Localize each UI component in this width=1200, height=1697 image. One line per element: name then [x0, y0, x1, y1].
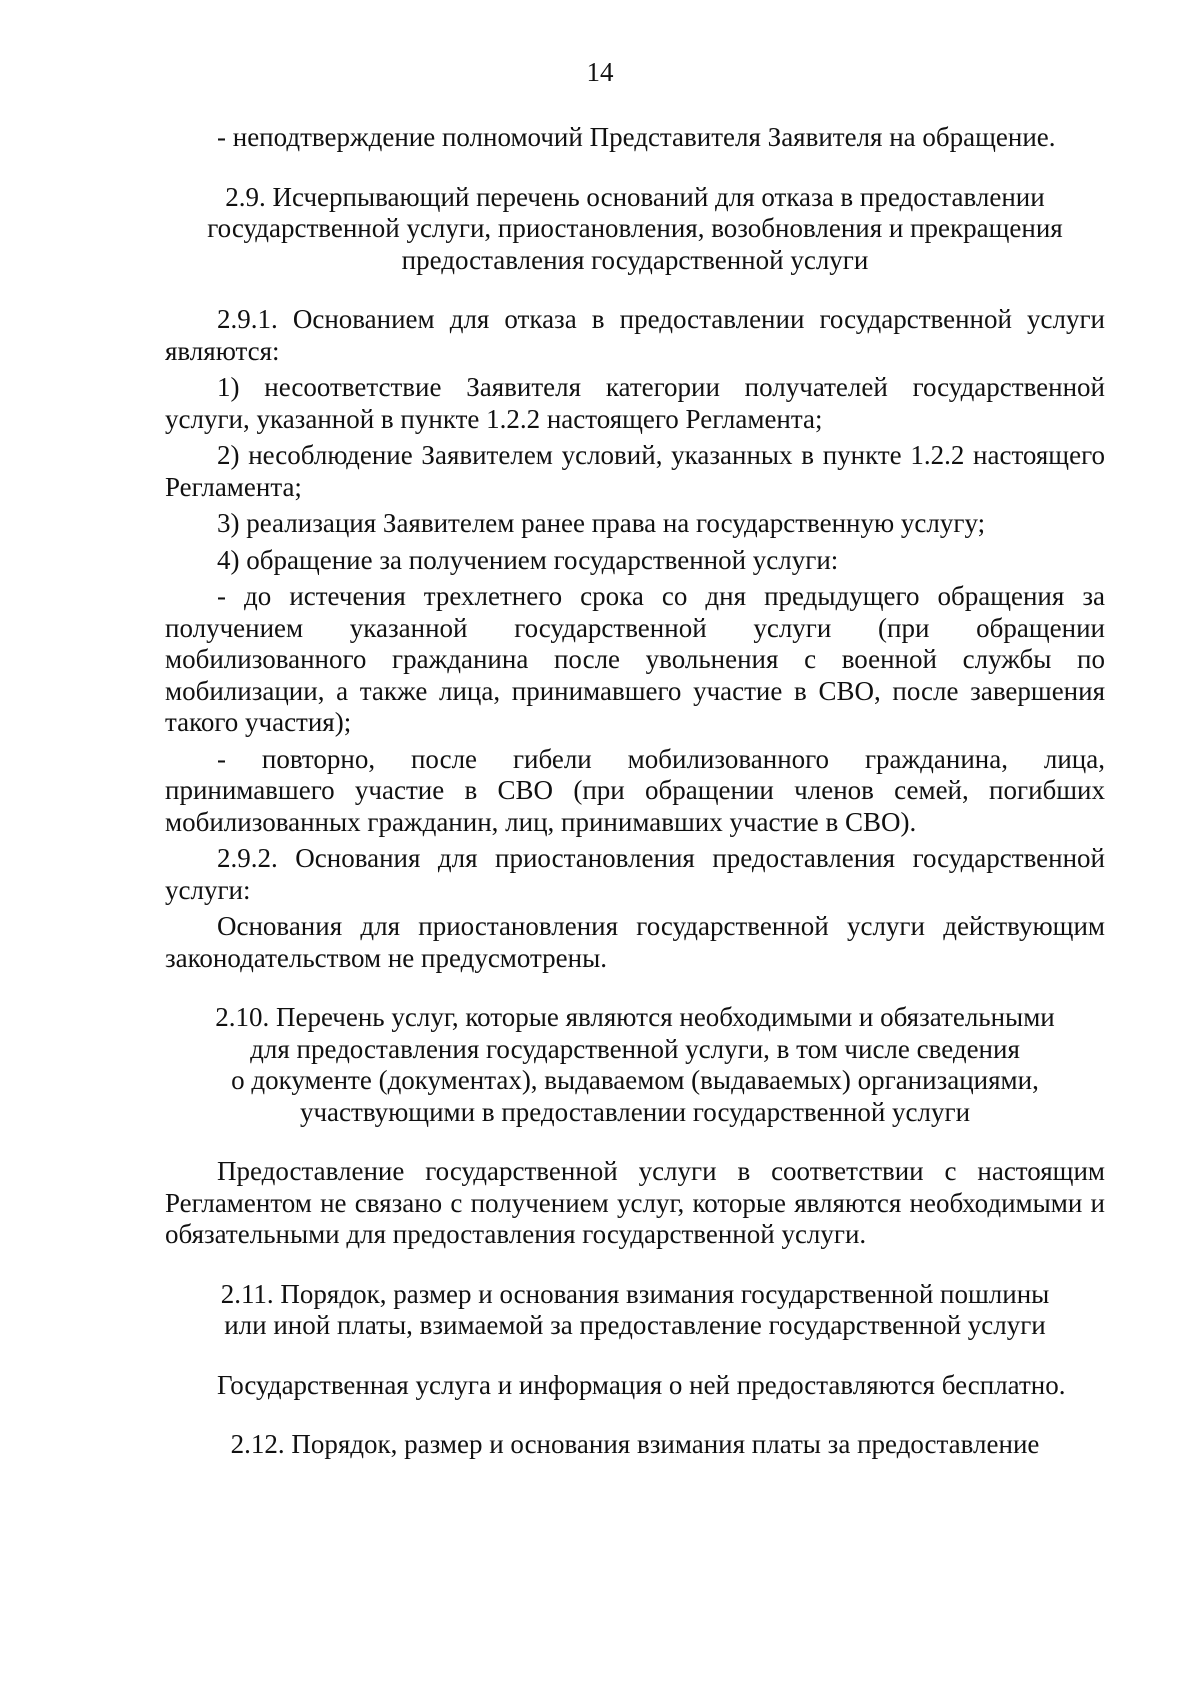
- list-subitem-2-9-1-4-b: - повторно, после гибели мобилизованного гражданина, лица, принимавшего участие в СВО (при обращении членов семей, погибших мобилизованных гражданин, лиц, принимавших участие в СВО).: [165, 743, 1105, 837]
- paragraph-2-9-1: 2.9.1. Основанием для отказа в предоставлении государственной услуги являются:: [165, 304, 1105, 366]
- section-heading-2-11: [165, 1279, 1105, 1342]
- list-item-2-9-1-3: 3) реализация Заявителем ранее права на государственную услугу;: [217, 508, 986, 538]
- section-heading-2-10-line: о документе (документах), выдаваемом (выдаваемых) организациями,: [231, 1065, 1039, 1095]
- section-heading-2-10-line: 2.10. Перечень услуг, которые являются необходимыми и обязательными: [215, 1002, 1055, 1032]
- section-heading-2-11-line: 2.11. Порядок, размер и основания взимания государственной пошлины: [220, 1278, 1050, 1309]
- section-heading-2-9: 2.9. Исчерпывающий перечень оснований для отказа в предоставлении государственной услуги, приостановления, возобновления и прекращения предоставления государственной услуги: [207, 181, 1063, 275]
- section-heading-2-12-line: 2.12. Порядок, размер и основания взимания платы за предоставление: [230, 1429, 1040, 1459]
- paragraph-nonconfirmation: - неподтверждение полномочий Представителя Заявителя на обращение.: [217, 122, 1056, 152]
- section-heading-2-10-line: для предоставления государственной услуги, в том числе сведения: [250, 1033, 1020, 1064]
- paragraph-2-10: Предоставление государственной услуги в соответствии с настоящим Регламентом не связано с получением услуг, которые являются необходимыми и обязательными для предоставления государственной услуги.: [165, 1156, 1105, 1249]
- list-item-2-9-1-4: 4) обращение за получением государственной услуги:: [217, 544, 839, 575]
- paragraph-2-9-2: 2.9.2. Основания для приостановления предоставления государственной услуги:: [165, 843, 1105, 905]
- list-item-2-9-1-2: 2) несоблюдение Заявителем условий, указанных в пункте 1.2.2 настоящего Регламента;: [165, 440, 1105, 502]
- paragraph-2-9-2-text: Основания для приостановления государственной услуги действующим законодательством не предусмотрены.: [165, 911, 1105, 973]
- section-heading-2-11-line: или иной платы, взимаемой за предоставление государственной услуги: [224, 1310, 1046, 1340]
- section-heading-2-10: [165, 1002, 1105, 1128]
- section-heading-2-12: [165, 1429, 1105, 1461]
- list-subitem-2-9-1-4-a: - до истечения трехлетнего срока со дня предыдущего обращения за получением указанной государственной услуги (при обращении мобилизованного гражданина после увольнения с военной службы по мобилизации, а также лица, принимавшего участие в СВО, после завершения такого участия);: [165, 581, 1105, 737]
- paragraph-2-11: Государственная услуга и информация о ней предоставляются бесплатно.: [217, 1369, 1066, 1400]
- page-number: 14: [586, 57, 614, 87]
- list-item-2-9-1-1: 1) несоответствие Заявителя категории получателей государственной услуги, указанной в пункте 1.2.2 настоящего Регламента;: [165, 372, 1105, 434]
- section-heading-2-10-line: участвующими в предоставлении государственной услуги: [299, 1096, 971, 1127]
- document-body: [165, 122, 1105, 1461]
